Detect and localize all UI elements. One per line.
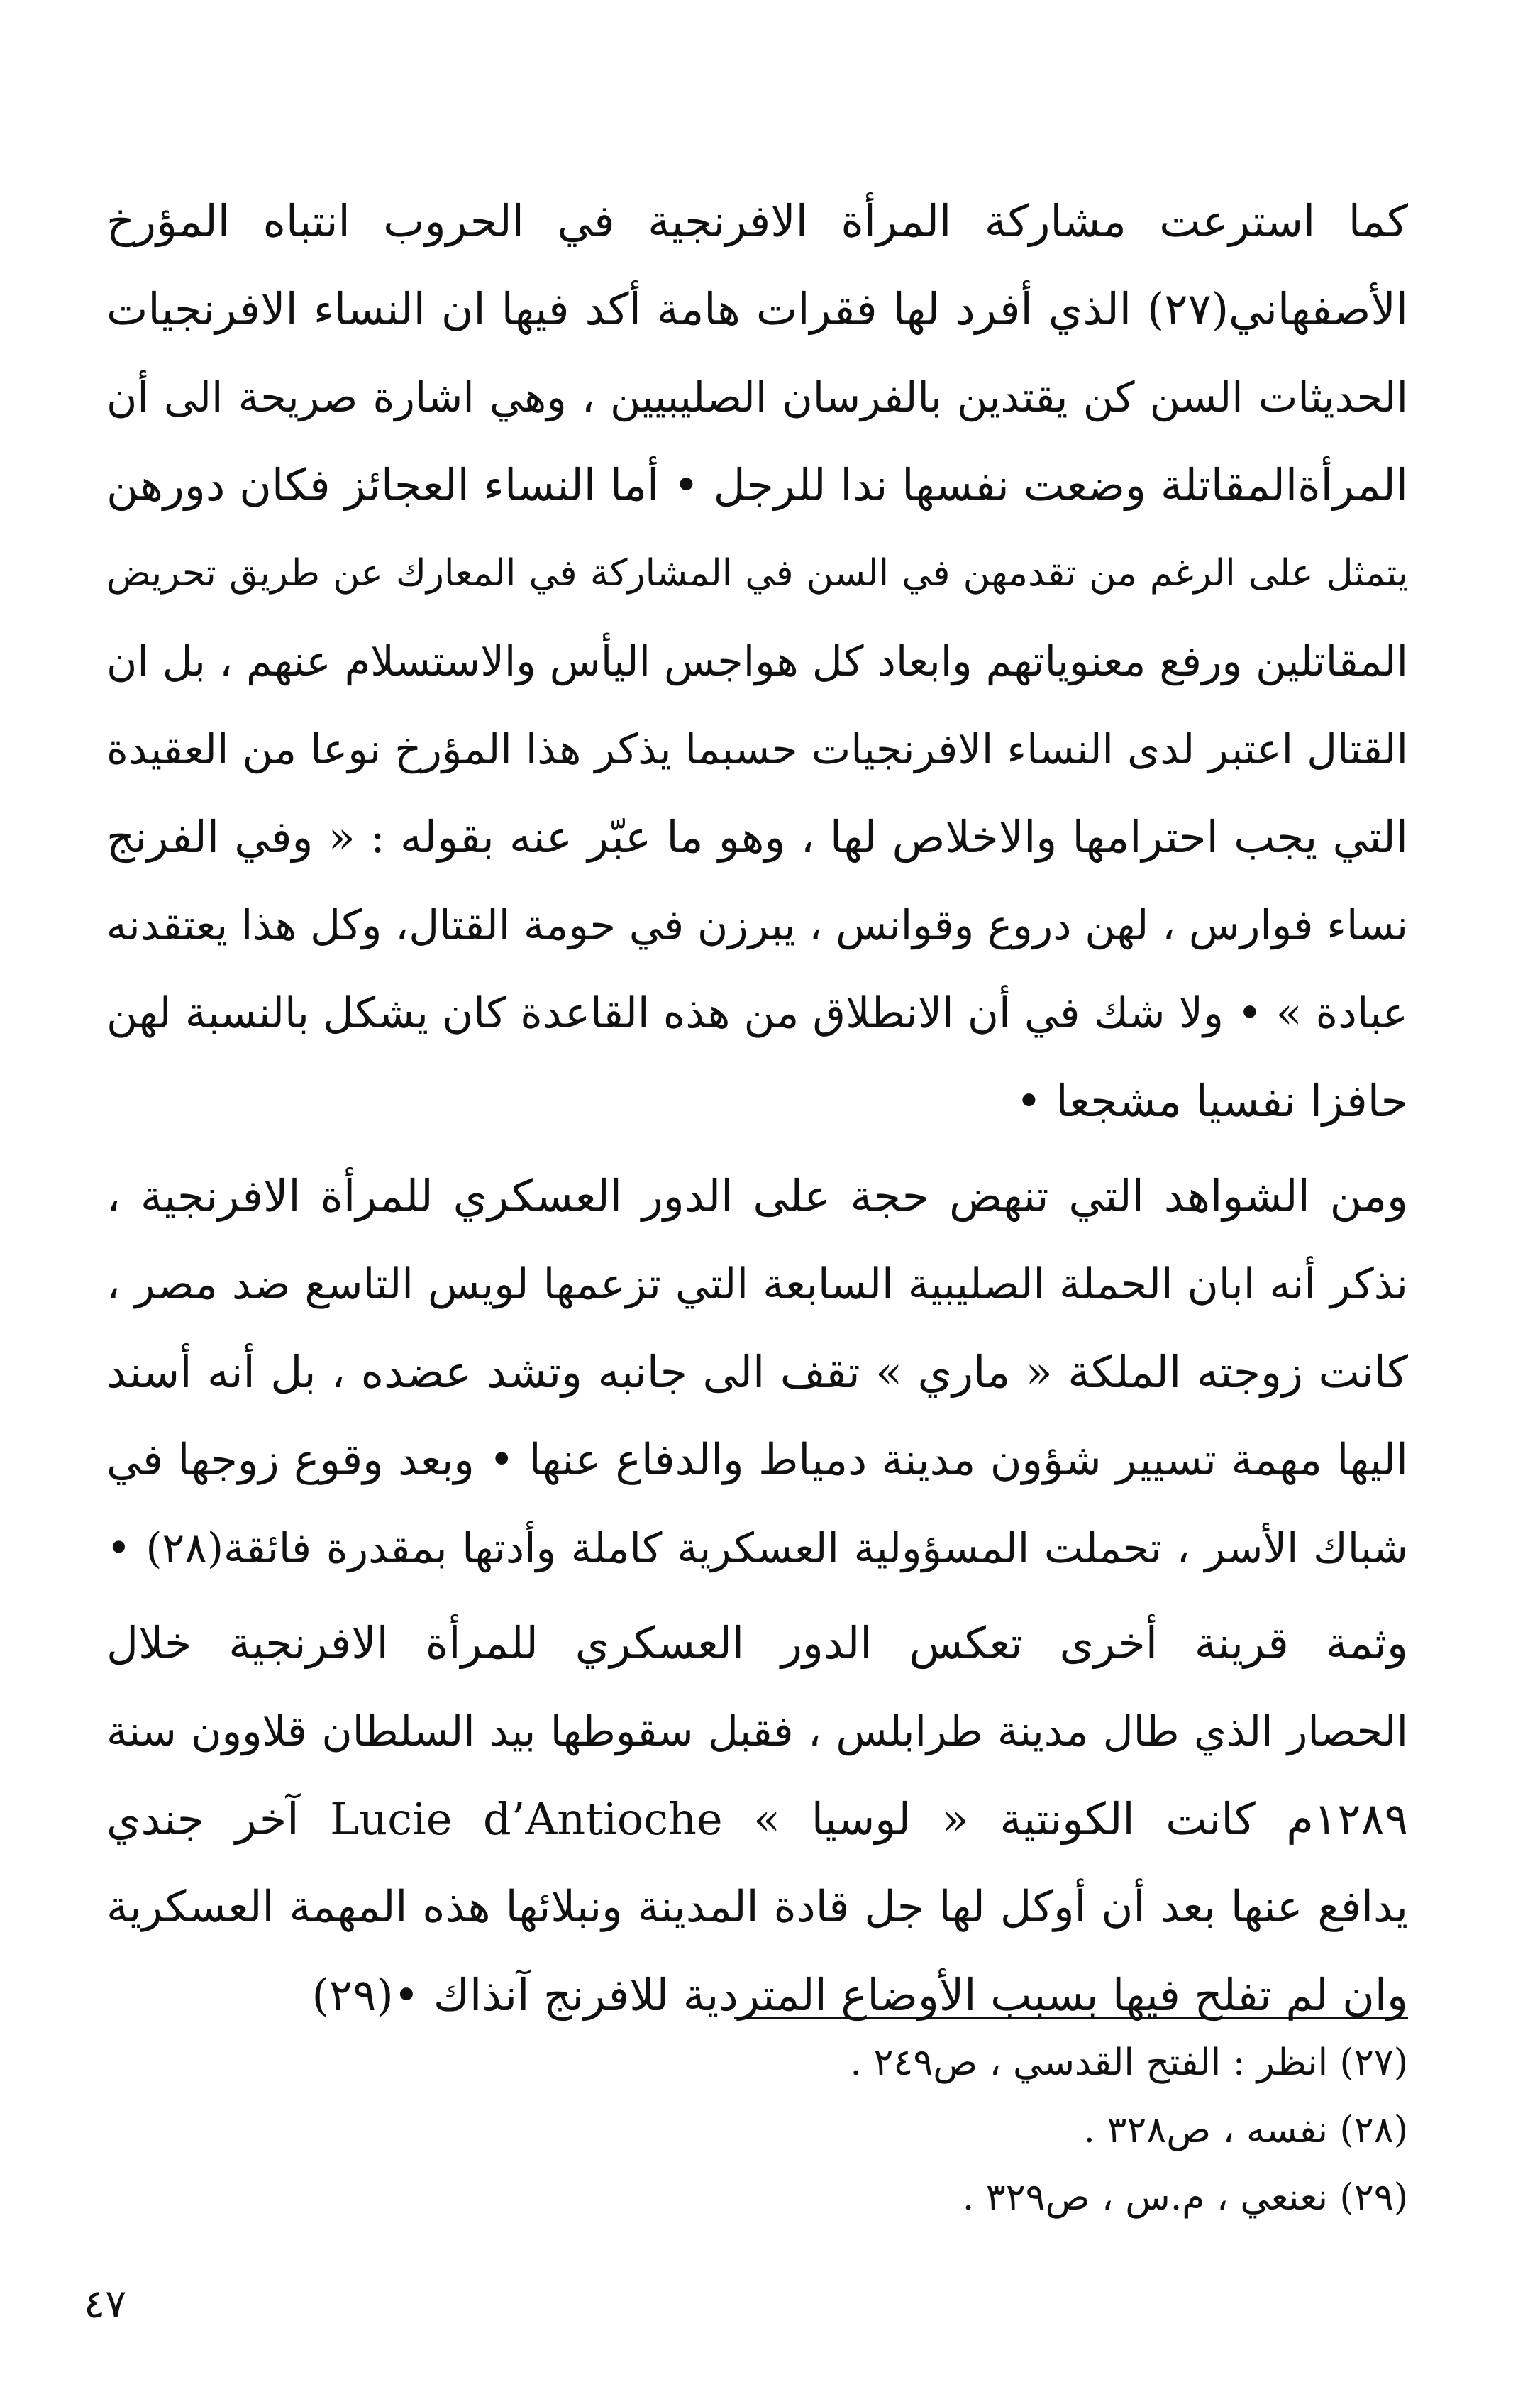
paragraph-3	[106, 1599, 1408, 2039]
text-line: نساء فوارس ، لهن دروع وقوانس ، يبرزن في حومة القتال، وكل هذا يعتقدنه	[106, 900, 1408, 949]
text-line: حافزا نفسيا مشجعا •	[1016, 1075, 1408, 1127]
text-line: اليها مهمة تسيير شؤون مدينة دمياط والدفاع عنها • وبعد وقوع زوجها في	[106, 1435, 1408, 1485]
text-line: يتمثل على الرغم من تقدمهن في السن في المشاركة في المعارك عن طريق تحريض	[106, 552, 1408, 595]
text-line: عبادة » • ولا شك في أن الانطلاق من هذه القاعدة كان يشكل بالنسبة لهن	[106, 988, 1408, 1038]
text-line: كانت زوجته الملكة « ماري » تقف الى جانبه وتشد عضده ، بل أنه أسند	[106, 1346, 1408, 1398]
text-line: التي يجب احترامها والاخلاص لها ، وهو ما عبّر عنه بقوله : « وفي الفرنج	[106, 811, 1408, 863]
text-line: شباك الأسر ، تحملت المسؤولية العسكرية كاملة وأدتها بمقدرة فائقة(٢٨) •	[106, 1523, 1408, 1572]
text-line: كما استرعت مشاركة المرأة الافرنجية في الحروب انتباه المؤرخ	[106, 195, 1408, 247]
text-line: القتال اعتبر لدى النساء الافرنجيات حسبما يذكر هذا المؤرخ نوعا من العقيدة	[106, 724, 1408, 773]
text-line: وان لم تفلح فيها بسبب الأوضاع المتردية للافرنج آنذاك •(٢٩)	[311, 1969, 1408, 2021]
text-line: الحصار الذي طال مدينة طرابلس ، فقبل سقوطها بيد السلطان قلاوون سنة	[106, 1706, 1408, 1755]
page-number: ٤٧	[84, 2281, 127, 2327]
footnote-29: (٢٩) نعنعي ، م.س ، ص٣٢٩ .	[962, 2176, 1408, 2219]
text-line: المقاتلين ورفع معنوياتهم وابعاد كل هواجس اليأس والاستسلام عنهم ، بل ان	[106, 636, 1408, 685]
text-line: نذكر أنه ابان الحملة الصليبية السابعة التي تزعمها لويس التاسع ضد مصر ،	[106, 1259, 1408, 1309]
text-line: وثمة قرينة أخرى تعكس الدور العسكري للمرأة الافرنجية خلال	[106, 1617, 1408, 1669]
text-line: الأصفهاني(٢٧) الذي أفرد لها فقرات هامة أكد فيها ان النساء الافرنجيات	[106, 283, 1408, 335]
text-line: الحديثات السن كن يقتدين بالفرسان الصليبيين ، وهي اشارة صريحة الى أن	[106, 373, 1408, 421]
footnote-divider	[734, 2017, 1408, 2019]
text-line: ومن الشواهد التي تنهض حجة على الدور العسكري للمرأة الافرنجية ،	[106, 1170, 1408, 1222]
paragraph-2	[106, 1152, 1408, 1592]
text-line: يدافع عنها بعد أن أوكل لها جل قادة المدينة ونبلائها هذه المهمة العسكرية	[106, 1882, 1408, 1932]
text-line: ١٢٨٩م كانت الكونتية « لوسيا » Lucie d’Antioche آخر جندي	[106, 1793, 1408, 1845]
text-line: المرأةالمقاتلة وضعت نفسها ندا للرجل • أما النساء العجائز فكان دورهن	[106, 459, 1408, 511]
main-text	[106, 177, 1408, 2039]
paragraph-1	[106, 177, 1408, 1145]
footnote-27: (٢٧) انظر : الفتح القدسي ، ص٢٤٩ .	[850, 2041, 1408, 2084]
footnote-28: (٢٨) نفسه ، ص٣٢٨ .	[1083, 2109, 1408, 2151]
footnotes	[497, 2029, 1408, 2232]
